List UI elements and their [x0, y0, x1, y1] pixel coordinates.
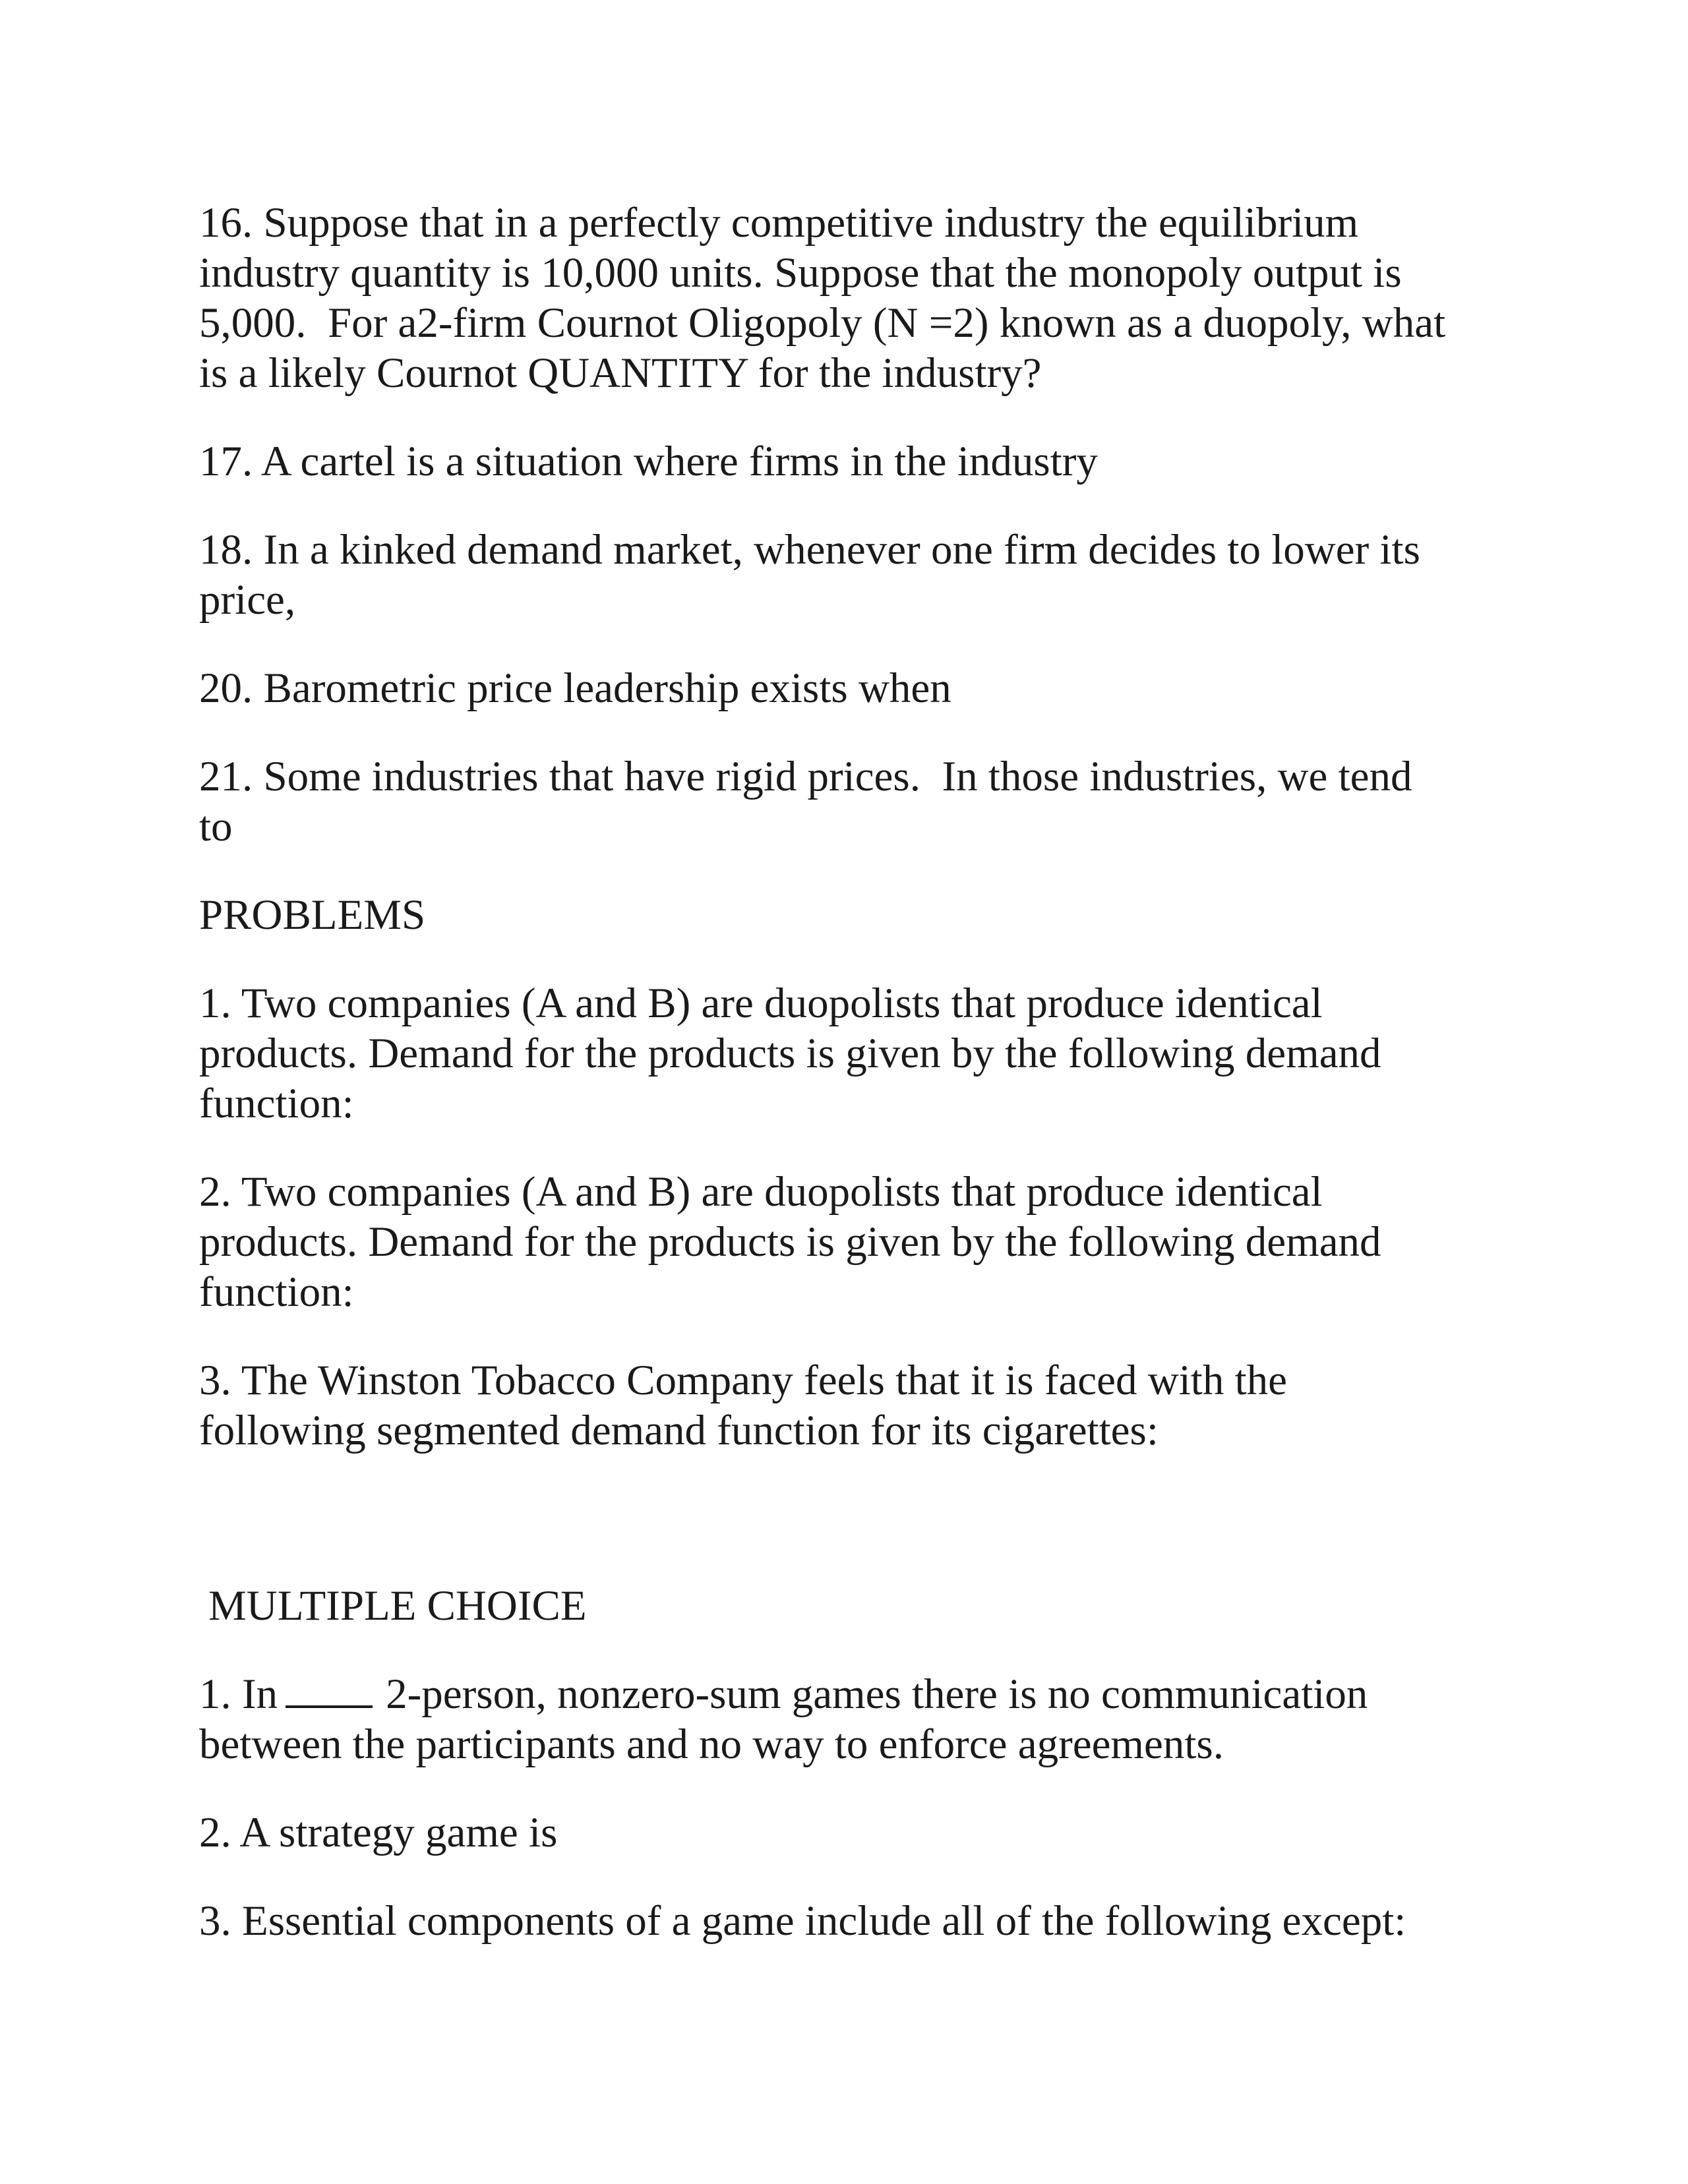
problem-3-line-2: following segmented demand function for its cigarettes:: [199, 1407, 1159, 1454]
question-16-line-4: is a likely Cournot QUANTITY for the industry?: [199, 349, 1042, 397]
problems-heading: PROBLEMS: [199, 891, 426, 939]
problem-2-line-1: 2. Two companies (A and B) are duopolists that produce identical: [199, 1168, 1323, 1216]
question-18-line-1: 18. In a kinked demand market, whenever one firm decides to lower its: [199, 526, 1420, 574]
multiple-choice-heading: MULTIPLE CHOICE: [208, 1582, 587, 1630]
question-17: 17. A cartel is a situation where firms in the industry: [199, 438, 1098, 485]
problem-2-line-3: function:: [199, 1268, 354, 1316]
mc-question-2: 2. A strategy game is: [199, 1809, 558, 1856]
question-16-line-3: 5,000. For a2-firm Cournot Oligopoly (N =2) known as a duopoly, what: [199, 299, 1446, 347]
problem-2-line-2: products. Demand for the products is given by the following demand: [199, 1218, 1381, 1266]
question-16-line-1: 16. Suppose that in a perfectly competitive industry the equilibrium: [199, 199, 1359, 247]
question-21-line-1: 21. Some industries that have rigid prices. In those industries, we tend: [199, 753, 1412, 800]
question-20: 20. Barometric price leadership exists when: [199, 664, 951, 712]
mc-question-3: 3. Essential components of a game include all of the following except:: [199, 1897, 1406, 1945]
problem-1-line-3: function:: [199, 1080, 354, 1127]
question-18-line-2: price,: [199, 576, 296, 624]
question-16-line-2: industry quantity is 10,000 units. Suppose that the monopoly output is: [199, 249, 1402, 297]
problem-1-line-1: 1. Two companies (A and B) are duopolists that produce identical: [199, 980, 1323, 1027]
mc-question-1-line-1: [199, 1669, 1368, 1719]
answer-blank: [286, 1671, 373, 1708]
mc-question-1-line-2: between the participants and no way to enforce agreements.: [199, 1721, 1224, 1768]
mc-question-1-suffix: 2-person, nonzero-sum games there is no communication: [386, 1670, 1368, 1718]
question-21-line-2: to: [199, 803, 233, 850]
problem-1-line-2: products. Demand for the products is given by the following demand: [199, 1030, 1381, 1077]
problem-3-line-1: 3. The Winston Tobacco Company feels that it is faced with the: [199, 1357, 1287, 1404]
mc-question-1-prefix: 1. In: [199, 1670, 278, 1718]
